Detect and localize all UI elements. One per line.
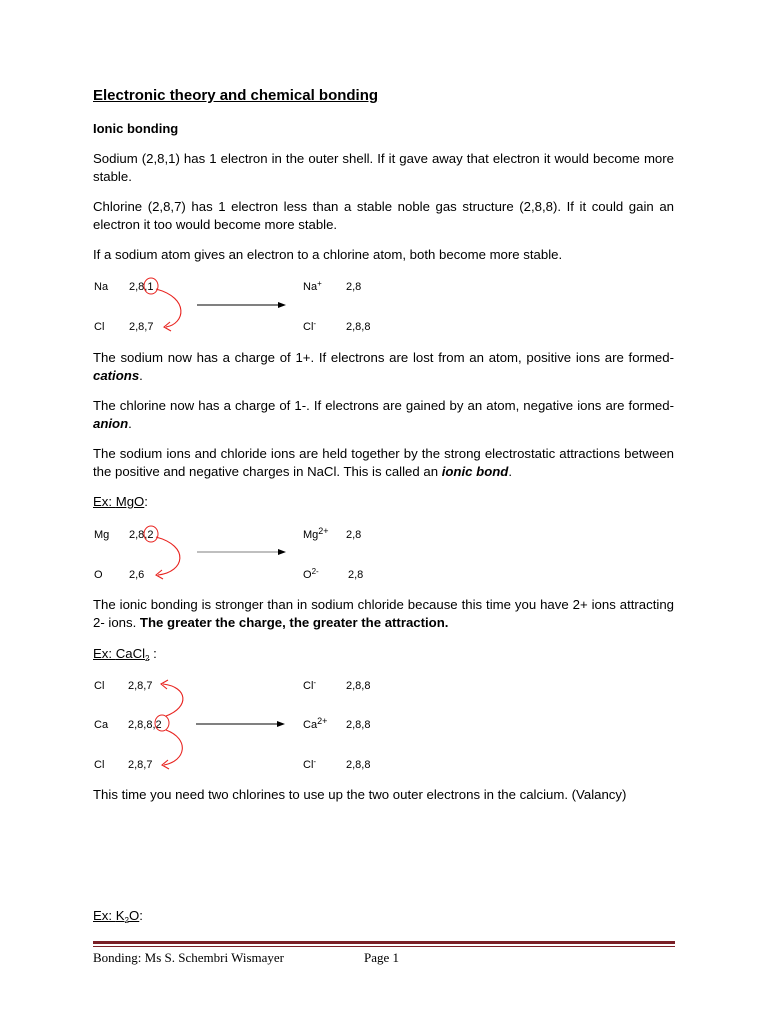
cacl2-right-1-ion: Cl- [303, 678, 317, 692]
nacl-right-1-config: 2,8 [346, 281, 362, 293]
cacl2-right-2-config: 2,8,8 [346, 719, 371, 731]
mgo-right-1-ion: $Mg^{2+}$ [303, 526, 329, 541]
nacl-right-2-ion: Cl- [303, 319, 317, 333]
cacl2-left-3-config: 2,8,7 [128, 759, 153, 771]
footer-author: Bonding: Ms S. Schembri Wismayer [93, 950, 284, 965]
paragraph-charge: The ionic bonding is stronger than in sodium chloride because this time you have 2+ ions attracting 2- ions. The greater the charge, the greater the attraction. [93, 597, 674, 630]
mgo-left-2-config: 2,6 [129, 569, 145, 581]
cacl2-diagram [0, 675, 768, 775]
page-title: Electronic theory and chemical bonding [93, 87, 379, 104]
mgo-left-1-config: 2,8,2 [129, 529, 154, 541]
cacl2-left-1-config: 2,8,7 [128, 680, 153, 692]
paragraph-transfer: If a sodium atom gives an electron to a chlorine atom, both become more stable. [93, 247, 563, 262]
cacl2-right-3-ion: Cl- [303, 757, 317, 771]
cacl2-right-2-ion: $Ca^{2+}$ [303, 716, 328, 731]
paragraph-ionic-bond: The sodium ions and chloride ions are held together by the strong electrostatic attractions between the positive and negative charges in NaCl. This is called an ionic bond. [93, 446, 674, 479]
transfer-arrow [156, 289, 181, 327]
example-k2o-label: Ex: $K_2O$: [93, 908, 143, 925]
nacl-right-1-ion: Na+ [303, 279, 322, 293]
paragraph-valancy: This time you need two chlorines to use up the two outer electrons in the calcium. (Valancy) [93, 787, 627, 802]
reaction-arrowhead [278, 549, 286, 555]
nacl-left-2-config: 2,8,7 [129, 321, 154, 333]
nacl-left-1-symbol: Na [94, 281, 109, 293]
cacl2-left-3-symbol: Cl [94, 759, 105, 771]
mgo-left-1-symbol: Mg [94, 529, 110, 541]
nacl-left-1-config: 2,8,1 [129, 281, 154, 293]
mgo-right-2-config: 2,8 [348, 569, 364, 581]
mgo-left-2-symbol: O [94, 569, 103, 581]
section-heading: Ionic bonding [93, 121, 179, 136]
cacl2-left-2-config: 2,8,8,2 [128, 719, 162, 731]
cacl2-right-3-config: 2,8,8 [346, 759, 371, 771]
cacl2-left-1-symbol: Cl [94, 680, 105, 692]
mgo-right-1-config: 2,8 [346, 529, 362, 541]
paragraph-chlorine: Chlorine (2,8,7) has 1 electron less than a stable noble gas structure (2,8,8). If it could gain an electron it too would become more stable. [93, 199, 674, 232]
footer-rule-thick [93, 941, 675, 944]
reaction-arrowhead [277, 721, 285, 727]
paragraph-sodium: Sodium (2,8,1) has 1 electron in the outer shell. If it gave away that electron it would become more stable. [93, 151, 674, 184]
paragraph-cations: The sodium now has a charge of 1+. If electrons are lost from an atom, positive ions are formed-cations. [93, 350, 674, 383]
transfer-arrow [156, 537, 180, 575]
paragraph-anion: The chlorine now has a charge of 1-. If electrons are gained by an atom, negative ions are formed-anion. [93, 398, 674, 431]
transfer-arrow-down [164, 730, 182, 765]
nacl-right-2-config: 2,8,8 [346, 321, 371, 333]
mgo-diagram [0, 524, 768, 584]
example-cacl2-label: Ex: CaCl$_2$ : [93, 646, 157, 663]
reaction-arrowhead [278, 302, 286, 308]
footer-rule-thin [93, 946, 675, 947]
cacl2-right-1-config: 2,8,8 [346, 680, 371, 692]
mgo-right-2-ion: $O^{2-}$ [303, 567, 319, 581]
cacl2-left-2-symbol: Ca [94, 719, 109, 731]
footer-page-number: Page 1 [364, 950, 400, 965]
nacl-diagram [0, 276, 768, 336]
example-mgo-label: Ex: MgO: [93, 494, 148, 509]
nacl-left-2-symbol: Cl [94, 321, 105, 333]
